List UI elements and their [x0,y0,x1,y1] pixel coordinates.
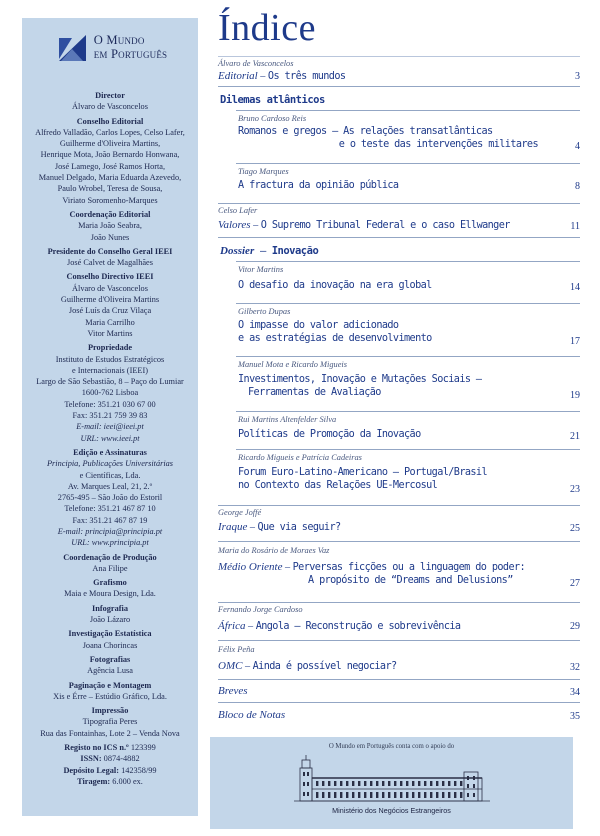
magazine-logo [32,32,192,63]
credit-line: URL: www.ieei.pt [80,433,140,443]
credit-line: Guilherme d'Oliveira Martins, [59,139,161,149]
section-label: Editorial [218,70,258,82]
page-number: 23 [570,484,580,495]
toc-entry-breves[interactable] [218,685,248,699]
page-number: 27 [570,578,580,589]
divider [218,203,580,204]
credit-line: Maria Carrilho [85,317,135,327]
credit-line: Agência Lusa [87,666,133,676]
page-number: 14 [570,282,580,293]
toc-entry-valores[interactable]: Valores – O Supremo Tribunal Federal e o caso Ellwanger [218,219,510,231]
credit-line: E-mail: principia@principia.pt [57,526,163,536]
credit-block [28,603,192,626]
credit-heading: Paginação e Montagem [68,680,152,690]
author-name: Vitor Martins [238,265,284,274]
credit-line: Paulo Wrobel, Teresa de Sousa, [57,184,163,194]
legal-value: 123399 [130,743,156,753]
credit-heading: Propriedade [87,343,133,353]
author-name: George Joffé [218,508,262,517]
credit-block [28,209,192,243]
dossier-label: Dossier [220,245,255,257]
divider [218,679,580,680]
credit-line: Maria João Seabra, [78,221,142,231]
divider [218,86,580,87]
credit-heading: Director [95,91,125,100]
credit-line: Tipografia Peres [82,717,138,727]
credit-line: João Lázaro [89,615,131,625]
credit-heading: Impressão [91,706,129,716]
credit-line: Telefone: 351.21 467 87 10 [64,504,156,514]
credit-line: Fax: 351.21 759 39 83 [72,411,148,421]
author-name: Ricardo Migueis e Patrícia Cadeiras [238,453,362,462]
credit-block [28,680,192,703]
section-heading-dossier: Dossier – Inovação [220,245,319,257]
credit-heading: Conselho Editorial [76,116,144,126]
credit-block [28,271,192,339]
page-number: 29 [570,621,580,632]
author-name: Manuel Mota e Ricardo Migueis [238,360,348,369]
page-number: 17 [570,336,580,347]
credit-block [28,342,192,444]
entry-title-line2: A propósito de “Dreams and Delusions” [308,574,513,586]
legal-value: 6.000 ex. [112,776,143,786]
divider [218,237,580,238]
credit-heading: Presidente do Conselho Geral IEEI [47,246,173,256]
author-name: Bruno Cardoso Reis [238,114,307,123]
page-number: 35 [570,711,580,722]
credit-line: Rua das Fontainhas, Lote 2 – Venda Nova [40,728,180,738]
dossier-title: Inovação [271,245,319,257]
divider [236,163,580,164]
entry-title-line2: Ferramentas de Avaliação [248,386,381,398]
divider [218,56,580,57]
brand-line-1: O Mundo [93,33,145,47]
credit-block [28,628,192,651]
toc-entry-desafio[interactable] [238,280,432,293]
entry-title: Políticas de Promoção da Inovação [238,429,421,440]
toc-entry-bloco-de-notas[interactable] [218,709,285,723]
author-name: Maria do Rosário de Moraes Vaz [218,546,330,555]
entry-title: Perversas ficções ou a linguagem do poder: [292,562,526,573]
credit-line: Álvaro de Vasconcelos [72,102,148,112]
legal-label: Tiragem: [77,776,111,786]
credit-heading: Conselho Directivo IEEI [66,272,154,282]
credit-block [28,654,192,677]
credit-heading: Infografia [92,603,128,613]
page-number: 19 [570,390,580,401]
divider [218,541,580,542]
credit-line: URL: www.principia.pt [71,538,149,548]
credit-block [28,552,192,575]
credit-line: João Nunes [90,232,130,242]
entry-title: O impasse do valor adicionado [238,320,399,331]
page-number: 21 [570,431,580,442]
toc-entry-forum[interactable] [238,467,487,492]
legal-line [28,765,192,776]
sponsor-box [210,737,573,829]
section-label: OMC [218,660,243,672]
credit-heading: Investigação Estatística [68,629,152,639]
toc-entry-politicas[interactable] [238,429,421,442]
section-label: Bloco de Notas [218,709,286,721]
credit-line: Ana Filipe [92,563,128,573]
divider [218,505,580,506]
logo-mark-icon [57,32,88,63]
section-label: Médio Oriente [218,561,283,573]
sponsor-name: Ministério dos Negócios Estrangeiros [332,806,451,815]
entry-title: Que via seguir? [257,522,341,533]
divider [236,303,580,304]
section-label: Breves [218,685,248,697]
section-label: África [218,620,246,632]
credit-line: José Calvet de Magalhães [67,258,153,268]
author-name: Gilberto Dupas [238,307,291,316]
credit-line: Xis e Érre – Estúdio Gráfico, Lda. [53,691,167,701]
credit-line: Joana Chorincas [82,640,138,650]
credit-line: Principia, Publicações Universitárias [46,459,174,469]
toc-entry-iraque[interactable]: Iraque – Que via seguir? [218,521,341,533]
masthead-legal [28,742,192,787]
entry-title: Forum Euro-Latino-Americano – Portugal/Brasil [238,467,488,478]
page-number: 3 [575,71,580,82]
credit-line: Vitor Martins [87,328,133,338]
credit-line: Instituto de Estudos Estratégicos [55,354,165,364]
legal-value: 142358/99 [121,765,157,775]
page-number: 11 [570,221,580,232]
page-number: 4 [575,141,580,152]
toc-entry-medio-oriente[interactable]: Médio Oriente – Perversas ficções ou a linguagem do poder: A propósito de “Dreams and Delusions” [218,561,540,587]
entry-title: Os três mundos [267,71,346,82]
ministry-building-icon [292,754,492,804]
entry-title: O Supremo Tribunal Federal e o caso Ellwanger [260,220,510,231]
sponsor-note: O Mundo em Português conta com o apoio do [328,743,455,750]
section-label: Valores [218,219,251,231]
page-title: Índice [218,7,316,49]
author-name: Fernando Jorge Cardoso [218,605,303,614]
divider [236,356,580,357]
masthead-credits [28,90,192,739]
entry-title: A fractura da opinião pública [238,180,399,191]
credit-block [28,246,192,269]
legal-label: Registo no ICS n.º [64,743,129,753]
toc-entry-editorial[interactable]: Editorial – Os três mundos [218,70,346,82]
toc-entry-impasse[interactable] [238,320,432,345]
toc-entry-investimentos[interactable] [238,374,538,399]
entry-title: Angola – Reconstrução e sobrevivência [255,621,461,632]
entry-title-line2: no Contexto das Relações UE-Mercosul [238,479,438,491]
credit-line: Maia e Moura Design, Lda. [64,589,156,599]
credit-block [28,90,192,113]
author-name: Rui Martins Altenfelder Silva [238,415,337,424]
credit-line: Alfredo Valladão, Carlos Lopes, Celso Lafer, [35,127,185,137]
credit-line: Largo de São Sebastião, 8 – Paço do Lumiar [36,377,184,387]
page-number: 32 [570,662,580,673]
credit-line: 2765-495 – São João do Estoril [57,493,163,503]
toc-entry-omc[interactable]: OMC – Ainda é possível negociar? [218,660,397,672]
credit-line: E-mail: ieei@ieei.pt [76,422,144,432]
entry-title: Romanos e gregos – As relações transatlânticas [238,126,493,137]
divider [218,702,580,703]
legal-line [28,753,192,764]
page-number: 25 [570,523,580,534]
page-number: 8 [575,181,580,192]
divider [236,261,580,262]
author-name: Félix Peña [218,645,255,654]
legal-line [28,776,192,787]
credit-line: Henrique Mota, João Bernardo Honwana, [40,150,180,160]
credit-heading: Grafismo [93,578,127,588]
credit-line: José Luís da Cruz Vilaça [68,306,152,316]
legal-label: ISSN: [80,754,102,764]
entry-title: O desafio da inovação na era global [238,280,432,291]
credit-heading: Fotografias [89,654,131,664]
divider [218,602,580,603]
credit-line: Telefone: 351.21 030 67 00 [64,399,156,409]
divider [236,411,580,412]
entry-title: Investimentos, Inovação e Mutações Sociais – [238,374,482,385]
entry-title-line2: e as estratégias de desenvolvimento [238,332,432,344]
credit-line: Fax: 351.21 467 87 19 [72,515,148,525]
credit-block [28,116,192,206]
author-name: Celso Lafer [218,206,258,215]
credit-heading: Coordenação de Produção [63,552,157,562]
divider [236,449,580,450]
author-name: Álvaro de Vasconcelos [218,59,294,68]
entry-title: Ainda é possível negociar? [252,661,397,672]
credit-line: e Científicas, Lda. [79,470,141,480]
page-number: 34 [570,687,580,698]
toc-entry-africa[interactable]: África – Angola – Reconstrução e sobrevivência [218,620,461,632]
divider [218,640,580,641]
author-name: Tiago Marques [238,167,289,176]
legal-value: 0874-4882 [103,754,140,764]
section-heading-dilemas: Dilemas atlânticos [220,94,325,106]
credit-line: Álvaro de Vasconcelos [72,283,148,293]
credit-block [28,447,192,549]
credit-block [28,705,192,739]
credit-heading: Coordenação Editorial [69,209,151,219]
credit-line: Av. Marques Leal, 21, 2.º [67,481,153,491]
divider [236,110,580,111]
legal-label: Depósito Legal: [63,765,119,775]
section-label: Iraque [218,521,248,533]
toc-entry-fractura[interactable] [238,180,398,193]
credit-block [28,577,192,600]
entry-title-line2: e o teste das intervenções militares [338,138,538,150]
credit-line: e Internacionais (IEEI) [71,365,148,375]
credit-line: José Lamego, José Ramos Horta, [54,161,166,171]
credit-line: Guilherme d'Oliveira Martins [60,295,160,305]
credit-line: 1600-762 Lisboa [81,388,139,398]
toc-entry-romanos[interactable] [238,126,538,151]
credit-line: Viriato Soromenho-Marques [62,195,158,205]
credit-heading: Edição e Assinaturas [73,447,147,457]
brand-line-2: em Português [93,46,168,61]
credit-line: Manuel Delgado, Maria Eduarda Azevedo, [38,173,182,183]
legal-line [28,742,192,753]
masthead-panel [22,18,198,816]
